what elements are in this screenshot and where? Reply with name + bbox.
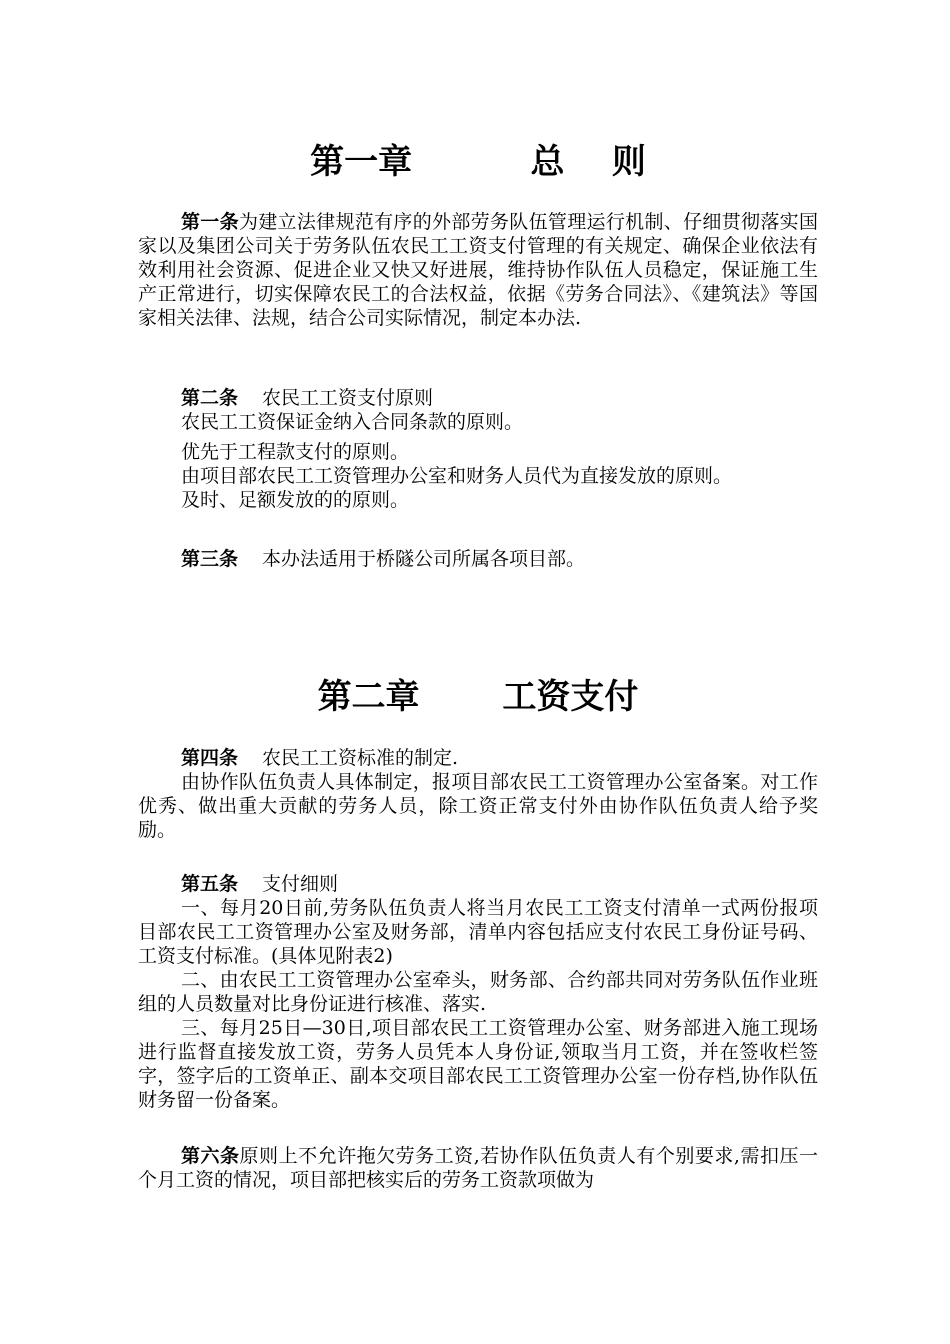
article-2-item-2: 优先于工程款支付的原则。 — [181, 441, 410, 463]
article-5-item-3: 三、每月25日—30日,项目部农民工工资管理办公室、财务部进入施工现场进行监督直接发放工资，劳务人员凭本人身份证,领取当月工资，并在签收栏签字，签字后的工资单正、副本交项目部农民工工资管理办公室一份存档,协作队伍财务留一份备案。 — [138, 1017, 818, 1111]
article-5-label: 第五条 — [181, 873, 239, 895]
article-4-heading: 农民工工资标准的制定. — [262, 747, 459, 769]
article-5-heading: 支付细则 — [262, 873, 339, 895]
article-2-heading: 农民工工资支付原则 — [262, 387, 434, 409]
article-5-item-2: 二、由农民工工资管理办公室牵头，财务部、合约部共同对劳务队伍作业班组的人员数量对比身份证进行核准、落实. — [138, 969, 818, 1015]
article-1-text: 为建立法律规范有序的外部劳务队伍管理运行机制、仔细贯彻落实国家以及集团公司关于劳务队伍农民工工资支付管理的有关规定、确保企业依法有效利用社会资源、促进企业又快又好进展，维持协作队伍人员稳定，保证施工生产正常进行，切实保障农民工的合法权益，依据《劳务合同法》、《建筑法》等国家相关法律、法规，结合公司实际情况，制定本办法. — [138, 211, 818, 329]
article-2 — [138, 386, 818, 512]
article-3-text: 本办法适用于桥隧公司所属各项目部。 — [262, 548, 586, 570]
article-3-label: 第三条 — [181, 548, 239, 570]
article-1 — [138, 210, 818, 330]
chapter-1-title: 第一章 总 则 — [310, 142, 646, 182]
article-2-label: 第二条 — [181, 387, 239, 409]
article-3-paragraph — [138, 547, 818, 571]
article-6 — [138, 1144, 818, 1192]
article-3 — [138, 547, 818, 571]
article-6-label: 第六条 — [181, 1145, 240, 1167]
article-4-heading-line — [138, 746, 818, 770]
article-1-label: 第一条 — [181, 211, 239, 233]
chapter-2-title: 第二章 工资支付 — [317, 677, 639, 717]
article-2-heading-line — [138, 386, 818, 410]
article-6-text: 原则上不允许拖欠劳务工资,若协作队伍负责人有个别要求,需扣压一个月工资的情况，项目部把核实后的劳务工资款项做为 — [138, 1145, 818, 1191]
article-2-item-1: 农民工工资保证金纳入合同条款的原则。 — [181, 411, 524, 433]
article-5 — [138, 872, 818, 1112]
article-5-item-1: 一、每月20日前,劳务队伍负责人将当月农民工工资支付清单一式两份报项目部农民工工资管理办公室及财务部，清单内容包括应支付农民工身份证号码、工资支付标准。(具体见附表2) — [138, 897, 818, 967]
article-4 — [138, 746, 818, 842]
article-1-paragraph — [138, 210, 818, 330]
article-2-item-4: 及时、足额发放的的原则。 — [181, 489, 410, 511]
article-2-item-3: 由项目部农民工工资管理办公室和财务人员代为直接发放的原则。 — [181, 465, 733, 487]
article-4-label: 第四条 — [181, 747, 239, 769]
article-5-heading-line — [138, 872, 818, 896]
article-6-paragraph — [138, 1144, 818, 1192]
article-4-text: 由协作队伍负责人具体制定，报项目部农民工工资管理办公室备案。对工作优秀、做出重大贡献的劳务人员，除工资正常支付外由协作队伍负责人给予奖励。 — [138, 771, 818, 841]
